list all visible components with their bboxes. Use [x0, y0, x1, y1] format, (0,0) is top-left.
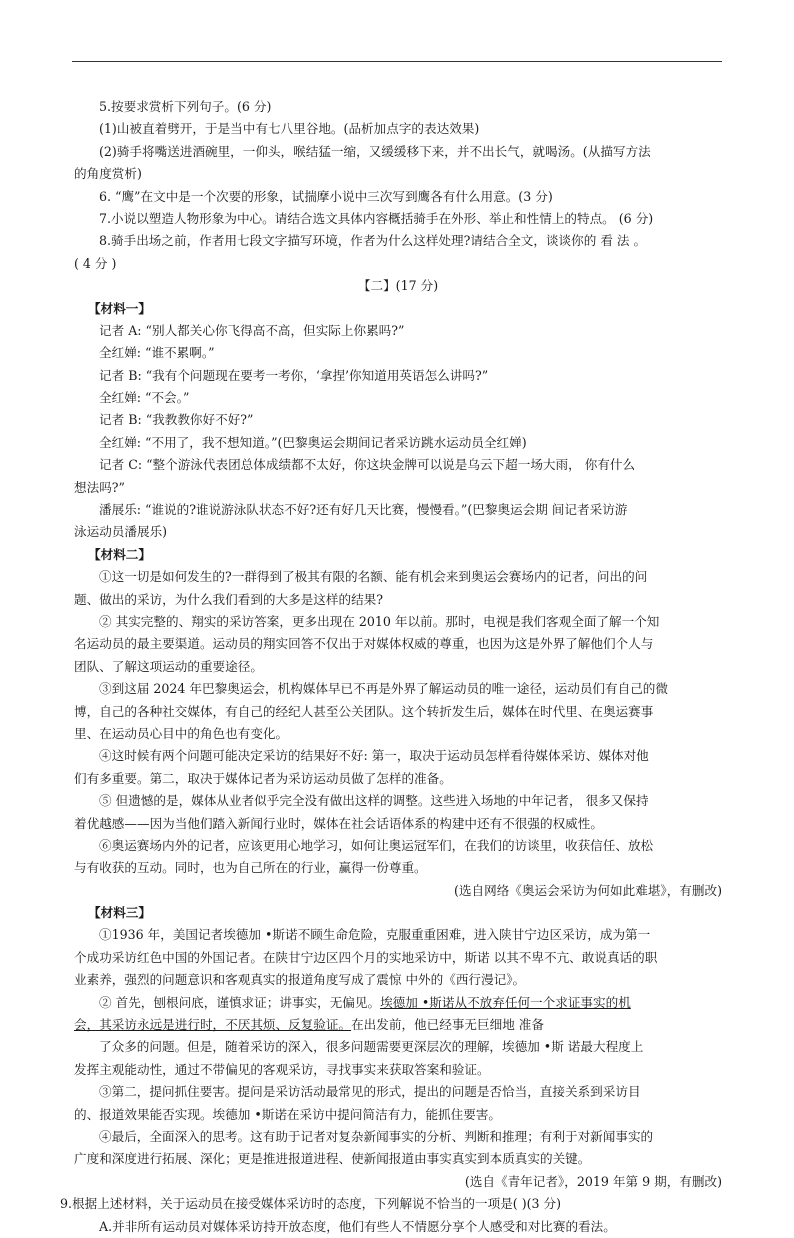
paragraph-line — [74, 992, 722, 1014]
dialogue-line: 全红婵: “谁不累啊。” — [99, 345, 215, 361]
q9-option-a: A.并非所有运动员对媒体采访持开放态度，他们有些人不情愿分享个人感受和对比赛的看法。 — [99, 1218, 616, 1234]
dialogue-line: 记者 B: “我教教你好不好?” — [99, 412, 254, 428]
plain-text: 在出发前，他已经事无巨细地 准备 — [351, 1017, 544, 1033]
dialogue-line: 记者 B: “我有个问题现在要考一考你，‘拿捏’你知道用英语怎么讲吗?” — [99, 367, 489, 383]
section-two-heading: 【二】(17 分) — [357, 278, 439, 294]
material-two-source: (选自网络《奥运会采访为何如此难堪》，有删改) — [454, 882, 722, 898]
material-three-title: 【材料三】 — [88, 905, 151, 921]
dialogue-line: 全红婵: “不会。” — [99, 390, 190, 406]
dialogue-line: 潘展乐: “谁说的?谁说游泳队状态不好?还有好几天比赛，慢慢看。”(巴黎奥运会期 间记者采访游 — [99, 502, 628, 518]
paragraph-line: 的、报道效果能否实现。埃德加 •斯诺在采访中提问简洁有力，能抓住要害。 — [74, 1106, 502, 1122]
q7: 7.小说以塑造人物形象为中心。请结合选文具体内容概括骑手在外形、举止和性情上的特点。 (6 分) — [99, 210, 654, 226]
q5-sub2-a: (2)骑手将嘴送进酒碗里，一仰头，喉结猛一缩，又缓缓移下来，并不出长气，就喝汤。(从描写方法 — [99, 143, 651, 159]
exam-page — [60, 96, 722, 1238]
paragraph-line: 广度和深度进行拓展、深化；更是推进报道进程、使新闻报道由事实真实到本质真实的关键。 — [74, 1151, 591, 1167]
paragraph-line: ③第二，提问抓住要害。提问是采访活动最常见的形式，提出的问题是否恰当，直接关系到采访目 — [99, 1084, 641, 1100]
paragraph-line: ①1936 年，美国记者埃德加 •斯诺不顾生命危险，克服重重困难，进入陕甘宁边区采访，成为第一 — [99, 927, 651, 943]
paragraph-line: 团队、了解这项运动的重要途径。 — [74, 658, 263, 674]
paragraph-line: ③到这届 2024 年巴黎奥运会，机构媒体早已不再是外界了解运动员的唯一途径，运动员们有自己的微 — [99, 681, 668, 697]
plain-text: ② 首先，刨根问底，谨慎求证；讲事实，无偏见。 — [99, 994, 381, 1010]
material-one-title: 【材料一】 — [88, 300, 151, 316]
paragraph-line: 业素养，强烈的问题意识和客观真实的报道角度写成了震惊 中外的《西行漫记》。 — [74, 972, 526, 988]
paragraph-line: ⑤ 但遗憾的是，媒体从业者似乎完全没有做出这样的调整。这些进入场地的中年记者， 很多又保持 — [99, 793, 649, 809]
dialogue-line: 全红婵: “不用了，我不想知道。”(巴黎奥运会期间记者采访跳水运动员全红婵) — [99, 434, 527, 450]
paragraph-line: 名运动员的最主要渠道。运动员的翔实回答不仅出于对媒体权威的尊重，也因为这是外界了解他们个人与 — [74, 636, 654, 652]
paragraph-line: 着优越感——因为当他们踏入新闻行业时，媒体在社会话语体系的构建中还有不很强的权威性。 — [74, 815, 603, 831]
paragraph-line: 们有多重要。第二，取决于媒体记者为采访运动员做了怎样的准备。 — [74, 770, 452, 786]
dialogue-line-cont: 想法吗?” — [74, 479, 125, 495]
q5-title: 5.按要求赏析下列句子。(6 分) — [99, 99, 272, 114]
q8-b: ( 4 分 ) — [74, 255, 117, 271]
paragraph-line: 了众多的问题。但是，随着采访的深入，很多问题需要更深层次的理解，埃德加 •斯 诺最大程度上 — [99, 1039, 644, 1055]
q5-sub1: (1)山被直着劈开，于是当中有七八里谷地。(品析加点字的表达效果) — [99, 121, 480, 137]
q8-a: 8.骑手出场之前，作者用七段文字描写环境，作者为什么这样处理?请结合全文，谈谈你的 看 法 。 — [99, 233, 647, 249]
paragraph-line — [74, 1014, 722, 1036]
paragraph-line: ④这时候有两个问题可能决定采访的结果好不好: 第一，取决于运动员怎样看待媒体采访、媒体对他 — [99, 748, 649, 764]
underlined-text: 会，其采访永远是进行时，不厌其烦、反复验证。 — [74, 1017, 352, 1033]
paragraph-line: 个成功采访红色中国的外国记者。在陕甘宁边区四个月的实地采访中，斯诺 以其不卑不亢、敢说真话的职 — [74, 949, 658, 965]
paragraph-line: ⑥奥运赛场内外的记者，应该更用心地学习，如何让奥运冠军们，在我们的访谈里，收获信任、放松 — [99, 837, 654, 853]
paragraph-line: ② 其实完整的、翔实的采访答案，更多出现在 2010 年以前。那时，电视是我们客观全面了解一个知 — [99, 613, 660, 629]
header-rule — [72, 61, 722, 62]
underlined-text: 埃德加 •斯诺从不放弃任何一个求证事实的机 — [380, 994, 631, 1010]
paragraph-line: ①这一切是如何发生的?一群得到了极其有限的名额、能有机会来到奥运会赛场内的记者，问出的问 — [99, 569, 648, 585]
paragraph-line: ④最后，全面深入的思考。这有助于记者对复杂新闻事实的分析、判断和推理；有利于对新闻事实的 — [99, 1128, 654, 1144]
material-two-title: 【材料二】 — [88, 546, 151, 562]
paragraph-line: 与有收获的互动。同时，也为自己所在的行业，赢得一份尊重。 — [74, 860, 427, 876]
paragraph-line: 发挥主观能动性，通过不带偏见的客观采访，寻找事实来获取答案和验证。 — [74, 1061, 490, 1077]
dialogue-line-cont: 泳运动员潘展乐) — [74, 524, 168, 540]
dialogue-line: 记者 A: “别人都关心你飞得高不高，但实际上你累吗?” — [99, 322, 405, 338]
dialogue-line: 记者 C: “整个游泳代表团总体成绩都不太好，你这块金牌可以说是乌云下超一场大雨， 你有什么 — [99, 457, 636, 473]
paragraph-line: 里、在运动员心目中的角色也有变化。 — [74, 725, 289, 741]
q9: 9.根据上述材料，关于运动员在接受媒体采访时的态度，下列解说不恰当的一项是( )(3 分) — [60, 1196, 562, 1212]
paragraph-line: 博，自己的各种社交媒体，有自己的经纪人甚至公关团队。这个转折发生后，媒体在时代里、在奥运赛事 — [74, 703, 654, 719]
q5-sub2-b: 的角度赏析) — [74, 166, 142, 182]
q6: 6. “鹰”在文中是一个次要的形象，试揣摩小说中三次写到鹰各有什么用意。(3 分) — [99, 188, 553, 204]
paragraph-line: 题、做出的采访，为什么我们看到的大多是这样的结果? — [74, 591, 384, 607]
material-three-source: (选自《青年记者》，2019 年第 9 期，有删改) — [464, 1173, 722, 1189]
